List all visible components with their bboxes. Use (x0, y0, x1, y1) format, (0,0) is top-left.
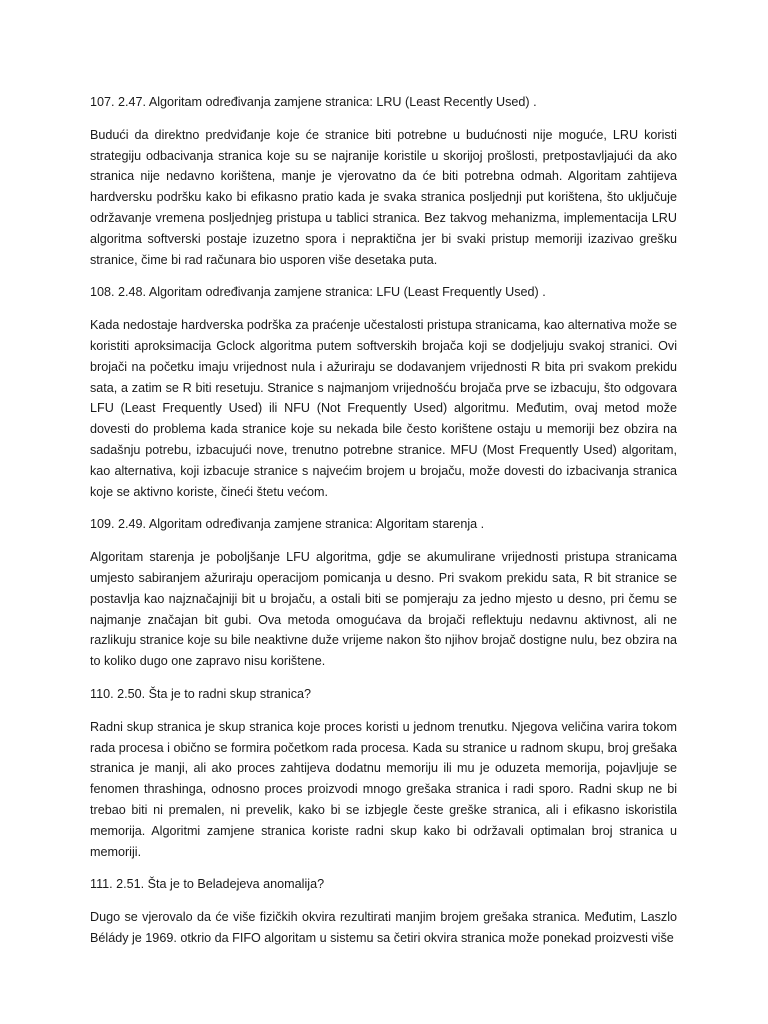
section-body-107: Budući da direktno predviđanje koje će stranice biti potrebne u budućnosti nije moguće, LRU koristi strategiju odbacivanja stranica koje su se najranije koristile u skorijoj prošlosti, pretpostavljajući da ako stranica nije nedavno korištena, manje je vjerovatno da će biti potrebna odmah. Algoritam zahtijeva hardversku podršku kako bi efikasno pratio kada je svaka stranica posljednji put korištena, što uključuje održavanje vremena posljednjeg pristupa u tablici stranica. Bez takvog mehanizma, implementacija LRU algoritma softverski postaje izuzetno spora i nepraktična jer bi svaki pristup memoriji izazivao grešku stranice, čime bi rad računara bio usporen više desetaka puta. (90, 127, 677, 267)
section-heading-111: 111. 2.51. Šta je to Beladejeva anomalija? (90, 877, 325, 892)
section-heading-107: 107. 2.47. Algoritam određivanja zamjene stranica: LRU (Least Recently Used) . (90, 95, 537, 109)
section-heading-109: 109. 2.49. Algoritam određivanja zamjene stranica: Algoritam starenja . (90, 517, 485, 532)
section-body-108: Kada nedostaje hardverska podrška za praćenje učestalosti pristupa stranicama, kao alternativa može se koristiti aproksimacija Gclock algoritma putem softverskih brojača koji se dodjeljuju svakoj stranici. Ovi brojači na početku imaju vrijednost nula i ažuriraju se dodavanjem vrijednosti R bita pri svakom prekidu sata, a zatim se R biti resetuju. Stranice s najmanjom vrijednošću brojača prve se izbacuju, što odgovara LFU (Least Frequently Used) ili NFU (Not Frequently Used) algoritmu. Međutim, ovaj metod može dovesti do problema kada stranice koje su nekada bile često korištene ostaju u memoriji bez obzira na sadašnju potrebu, izbacujući nove, trenutno potrebne stranice. MFU (Most Frequently Used) algoritam, kao alternativa, koji izbacuje stranice s najvećim brojem u brojaču, može dovesti do izbacivanja stranica koje se aktivno koriste, čineći štetu većom. (90, 318, 677, 499)
section-heading-110: 110. 2.50. Šta je to radni skup stranica? (90, 686, 311, 701)
section-body-111: Dugo se vjerovalo da će više fizičkih okvira rezultirati manjim brojem grešaka stranica. Međutim, Laszlo Bélády je 1969. otkrio da FIFO algoritam u sistemu sa četiri okvira stranica može ponekad proizvesti više (90, 910, 677, 945)
section-body-109: Algoritam starenja je poboljšanje LFU algoritma, gdje se akumulirane vrijednosti pristupa stranicama umjesto sabiranjem ažuriraju operacijom pomicanja u desno. Pri svakom prekidu sata, R bit stranice se postavlja kao najznačajniji bit u brojaču, a ostali biti se pomjeraju za jedno mjesto u desno, pri čemu se najmanje značajan bit gubi. Ova metoda omogućava da brojači reflektuju nedavnu aktivnost, ali ne razlikuju stranice koje su bile neaktivne duže vrijeme nakon što njihov brojač dostigne nulu, bez obzira na to koliko dugo one zapravo nisu korištene. (90, 550, 677, 669)
document-page (90, 92, 677, 961)
section-body-110: Radni skup stranica je skup stranica koje proces koristi u jednom trenutku. Njegova veličina varira tokom rada procesa i obično se formira početkom rada procesa. Kada su stranice u radnom skupu, broj grešaka stranica je manji, ali ako proces zahtijeva dodatnu memoriju ili mu je oduzeta memorija, pojavljuje se fenomen thrashinga, odnosno proces proizvodi mnogo grešaka stranica i radi sporo. Radni skup ne bi trebao biti ni premalen, ni prevelik, kako bi se izbjegle česte greške stranica, ali i efikasno iskoristila memorija. Algoritmi zamjene stranica koriste radni skup kako bi održavali optimalan broj stranica u memoriji. (90, 719, 677, 859)
section-heading-108: 108. 2.48. Algoritam određivanja zamjene stranica: LFU (Least Frequently Used) . (90, 285, 546, 300)
